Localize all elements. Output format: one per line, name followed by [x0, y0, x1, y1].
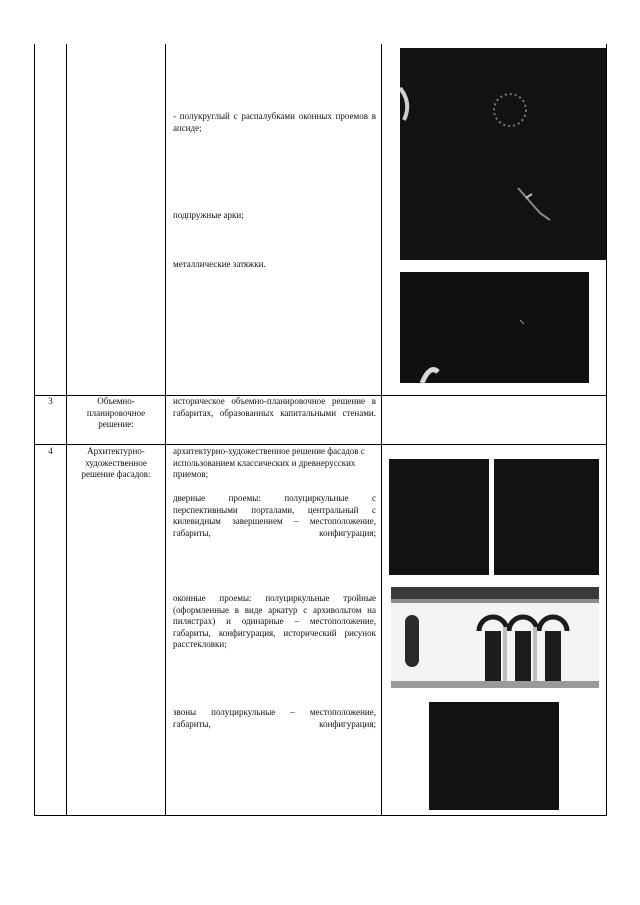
table-border-bottom	[34, 815, 607, 816]
tie-rods-photo-graphic	[400, 272, 589, 383]
row-number: 4	[48, 446, 53, 456]
door-photo-right	[494, 459, 599, 575]
table-cell-item: подпружные арки;	[173, 210, 244, 220]
tie-rods-photo	[400, 272, 589, 383]
row-title: Архитектурно-художественное решение фасадов:	[81, 446, 151, 479]
window-photo	[391, 587, 599, 688]
table-cell-item: - полукруглый с распалубками оконных проемов в апсиде;	[173, 111, 376, 133]
column-divider	[165, 44, 166, 816]
column-divider	[381, 44, 382, 816]
table-cell-item: дверные проемы: полуциркульные с перспективными порталами, центральный с килевидным завершением – местоположение, габариты, конфигурация;	[173, 493, 376, 538]
row-number: 3	[48, 396, 53, 406]
bell-openings-photo	[429, 702, 559, 810]
window-photo-graphic	[391, 587, 599, 688]
vault-photo-graphic	[400, 48, 606, 260]
column-divider	[66, 44, 67, 816]
vault-photo	[400, 48, 606, 260]
row-divider	[34, 444, 607, 445]
monument-table	[34, 44, 607, 816]
row-title: Объемно-планировочное решение:	[86, 396, 146, 429]
door-photo-left	[389, 459, 489, 575]
table-cell-item: архитектурно-художественное решение фасадов с использованием классических и древнерусских приемов;	[173, 446, 365, 479]
table-cell-item: звоны полуциркульные – местоположение, габариты, конфигурация;	[173, 707, 376, 729]
table-cell-item: металлические затяжки.	[173, 259, 266, 269]
table-border-left	[34, 44, 35, 816]
table-cell-item: оконные проемы: полуциркульные тройные (оформленные в виде аркатур с архивольтом на пилястрах) и одинарные – местоположение, габариты, конфигурация, исторический рисунок расстекловки;	[173, 593, 376, 649]
table-cell-item: историческое объемно-планировочное решение в габаритах, образованных капитальными стенами.	[173, 396, 376, 418]
table-border-right	[606, 44, 607, 816]
